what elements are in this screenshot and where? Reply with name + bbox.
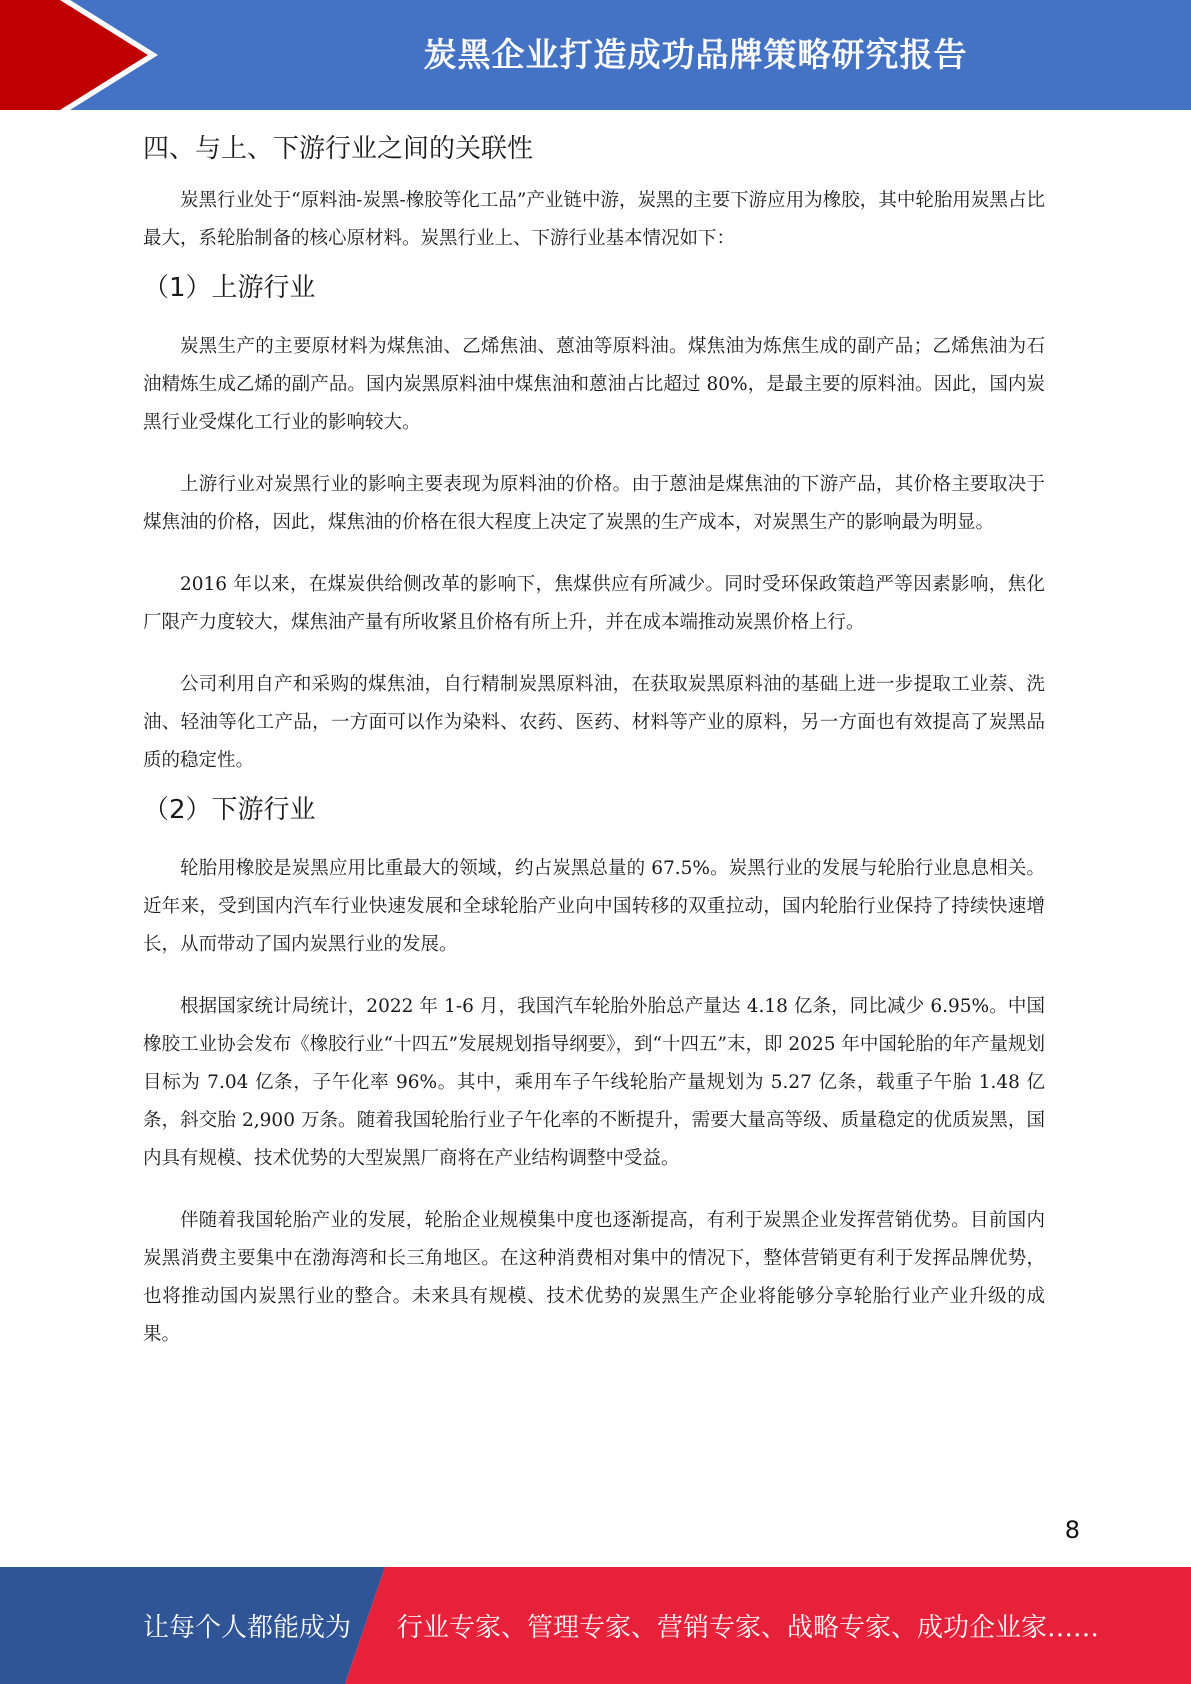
upstream-paragraph: 2016 年以来，在煤炭供给侧改革的影响下，焦煤供应有所减少。同时受环保政策趋严等因素影响，焦化厂限产力度较大，煤焦油产量有所收紧且价格有所上升，并在成本端推动炭黑价格上行。 [143,574,1045,633]
downstream-paragraph: 根据国家统计局统计，2022 年 1-6 月，我国汽车轮胎外胎总产量达 4.18 亿条，同比减少 6.95%。中国橡胶工业协会发布《橡胶行业“十四五”发展规划指导纲要》，到“十四五”末，即 2025 年中国轮胎的年产量规划目标为 7.04 亿条，子午化率 96%。其中，乘用车子午线轮胎产量规划为 5.27 亿条，载重子午胎 1.48 亿条，斜交胎 2,900 万条。随着我国轮胎行业子午化率的不断提升，需要大量高等级、质量稳定的优质炭黑，国内具有规模、技术优势的大型炭黑厂商将在产业结构调整中受益。 [143,996,1045,1169]
upstream-heading: （1）上游行业 [143,273,316,303]
downstream-paragraph: 伴随着我国轮胎产业的发展，轮胎企业规模集中度也逐渐提高，有利于炭黑企业发挥营销优势。目前国内炭黑消费主要集中在渤海湾和长三角地区。在这种消费相对集中的情况下，整体营销更有利于发挥品牌优势，也将推动国内炭黑行业的整合。未来具有规模、技术优势的炭黑生产企业将能够分享轮胎行业产业升级的成果。 [143,1210,1045,1345]
upstream-paragraph: 公司利用自产和采购的煤焦油，自行精制炭黑原料油，在获取炭黑原料油的基础上进一步提取工业萘、洗油、轻油等化工产品，一方面可以作为染料、农药、医药、材料等产业的原料，另一方面也有效提高了炭黑品质的稳定性。 [143,674,1045,771]
report-title: 炭黑企业打造成功品牌策略研究报告 [423,35,968,74]
main-content [143,124,1045,1354]
downstream-paragraph: 轮胎用橡胶是炭黑应用比重最大的领域，约占炭黑总量的 67.5%。炭黑行业的发展与轮胎行业息息相关。近年来，受到国内汽车行业快速发展和全球轮胎产业向中国转移的双重拉动，国内轮胎行业保持了持续快速增长，从而带动了国内炭黑行业的发展。 [143,858,1045,955]
downstream-heading: （2）下游行业 [143,795,316,825]
page-number: 8 [1064,1516,1080,1544]
footer-slogan-right: 行业专家、管理专家、营销专家、战略专家、成功企业家…… [397,1613,1100,1643]
intro-paragraph: 炭黑行业处于“原料油-炭黑-橡胶等化工品”产业链中游，炭黑的主要下游应用为橡胶，其中轮胎用炭黑占比最大，系轮胎制备的核心原材料。炭黑行业上、下游行业基本情况如下： [143,190,1045,249]
upstream-paragraph: 上游行业对炭黑行业的影响主要表现为原料油的价格。由于蒽油是煤焦油的下游产品，其价格主要取决于煤焦油的价格，因此，煤焦油的价格在很大程度上决定了炭黑的生产成本，对炭黑生产的影响最为明显。 [143,474,1045,533]
upstream-paragraph: 炭黑生产的主要原材料为煤焦油、乙烯焦油、蒽油等原料油。煤焦油为炼焦生成的副产品；乙烯焦油为石油精炼生成乙烯的副产品。国内炭黑原料油中煤焦油和蒽油占比超过 80%，是最主要的原料油。因此，国内炭黑行业受煤化工行业的影响较大。 [143,336,1045,433]
page-footer [0,1567,1191,1684]
page-header [0,0,1191,110]
footer-slogan-left: 让每个人都能成为 [143,1613,352,1643]
section-heading: 四、与上、下游行业之间的关联性 [143,134,534,164]
